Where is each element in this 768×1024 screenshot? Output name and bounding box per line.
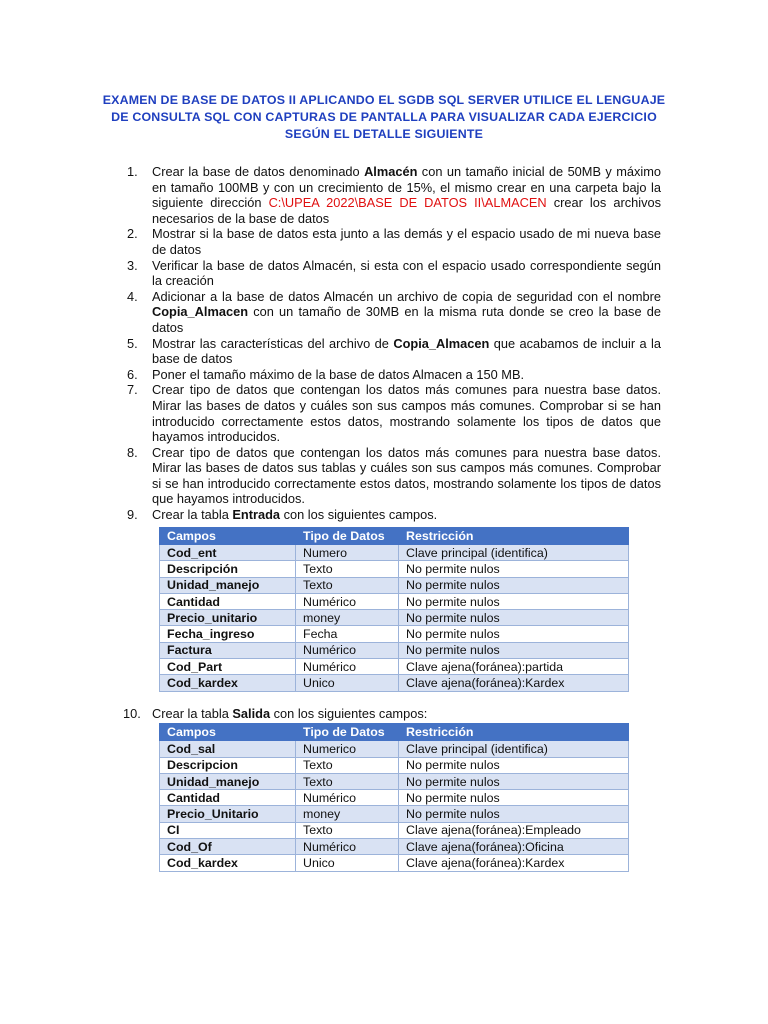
cell-campo: Descripcion [160,757,296,773]
cell-restriccion: No permite nulos [399,610,629,626]
cell-restriccion: No permite nulos [399,773,629,789]
cell-tipo: Texto [296,757,399,773]
exercise-6 [127,367,661,383]
cell-tipo: Unico [296,675,399,691]
item-text: con los siguientes campos. [280,507,438,523]
cell-tipo: Numerico [296,741,399,757]
header-campos: Campos [160,724,296,741]
cell-campo: Precio_unitario [160,610,296,626]
cell-tipo: Texto [296,577,399,593]
exercise-list [127,164,661,523]
item-bold: Copia_Almacen [393,335,490,351]
cell-campo: Cod_sal [160,741,296,757]
table-row [160,675,629,691]
exercise-1 [127,164,661,226]
table-row [160,741,629,757]
cell-restriccion: Clave ajena(foránea):Kardex [399,855,629,871]
table-header-row [160,724,629,741]
table-row [160,855,629,871]
cell-campo: Fecha_ingreso [160,626,296,642]
table-row [160,626,629,642]
item-text: Verificar la base de datos Almacén, si esta con el espacio usado correspondiente según la creación [152,257,661,289]
cell-campo: Cod_kardex [160,855,296,871]
item-number: 7. [127,382,138,398]
item-number: 4. [127,288,138,304]
table-row [160,561,629,577]
table-row [160,773,629,789]
exercise-7 [127,382,661,444]
cell-campo: Unidad_manejo [160,773,296,789]
exercise-5 [127,336,661,367]
cell-campo: Cantidad [160,790,296,806]
cell-restriccion: Clave ajena(foránea):Empleado [399,822,629,838]
cell-tipo: Numérico [296,659,399,675]
cell-tipo: Numérico [296,642,399,658]
table-row [160,642,629,658]
cell-restriccion: No permite nulos [399,806,629,822]
item-number: 9. [127,507,138,523]
item-number: 8. [127,444,138,460]
table-row [160,593,629,609]
cell-campo: CI [160,822,296,838]
item-text: Crear tipo de datos que contengan los datos más comunes para nuestra base datos. Mirar las bases de datos y cuáles son sus campos más comunes. Comprobar si se han introducido correctamente estos datos, mostrando solamente los tipos de datos que hayamos introducidos. [152,382,661,445]
item-text: Crear la tabla [152,705,233,721]
cell-campo: Cod_Part [160,659,296,675]
exam-title: EXAMEN DE BASE DE DATOS II APLICANDO EL SGDB SQL SERVER UTILICE EL LENGUAJE DE CONSULTA SQL CON CAPTURAS DE PANTALLA PARA VISUALIZAR CADA EJERCICIO SEGÚN EL DETALLE SIGUIENTE [102,93,666,141]
table-row [160,610,629,626]
cell-tipo: Unico [296,855,399,871]
item-text: que acabamos de incluir a la base de datos [152,335,661,367]
table-row [160,806,629,822]
cell-campo: Cantidad [160,593,296,609]
item-text: con un tamaño inicial de 50MB y máximo en tamaño 100MB y con un crecimiento de 15%, el mismo crear en una carpeta bajo la siguiente dirección [152,164,661,211]
item-number: 5. [127,335,138,351]
item-number: 3. [127,257,138,273]
item-text: Poner el tamaño máximo de la base de datos Almacen a 150 MB. [152,366,525,382]
salida-table [159,723,629,871]
table-row [160,757,629,773]
cell-tipo: money [296,610,399,626]
cell-restriccion: No permite nulos [399,593,629,609]
cell-restriccion: No permite nulos [399,577,629,593]
tables-area [123,525,661,872]
cell-tipo: Numérico [296,839,399,855]
exercise-9 [127,507,661,523]
cell-campo: Precio_Unitario [160,806,296,822]
item-text: Crear la base de datos denominado [152,164,365,179]
cell-tipo: Numérico [296,790,399,806]
exercise-3 [127,258,661,289]
table-row [160,790,629,806]
entrada-table [159,527,629,692]
item-number: 1. [127,164,138,179]
table-header-row [160,528,629,545]
cell-campo: Cod_ent [160,545,296,561]
cell-campo: Factura [160,642,296,658]
entrada-table-body [160,545,629,692]
table-row [160,577,629,593]
item-text: Crear tipo de datos que contengan los datos más comunes para nuestra base datos. Mirar las bases de datos sus tablas y cuáles son sus campos más comunes. Comprobar si se han introducido correctamente estos datos, mostrando solamente los tipos de datos que hayamos introducidos. [152,444,661,507]
cell-campo: Descripción [160,561,296,577]
item-bold: Entrada [232,507,281,523]
table-row [160,545,629,561]
cell-restriccion: Clave principal (identifica) [399,741,629,757]
item-number: 6. [127,366,138,382]
cell-restriccion: Clave principal (identifica) [399,545,629,561]
header-restriccion: Restricción [399,528,629,545]
item-text: Crear la tabla [152,507,233,523]
folder-path: C:\UPEA 2022\BASE DE DATOS II\ALMACEN [268,195,547,211]
item-text: con un tamaño de 30MB en la misma ruta donde se creo la base de datos [152,304,661,335]
cell-restriccion: Clave ajena(foránea):Kardex [399,675,629,691]
exercise-4 [127,289,661,336]
cell-tipo: Numero [296,545,399,561]
item-text: crear los archivos necesarios de la base de datos [152,195,661,226]
table-row [160,822,629,838]
cell-campo: Unidad_manejo [160,577,296,593]
cell-restriccion: Clave ajena(foránea):Oficina [399,839,629,855]
item-text: Mostrar las características del archivo de [152,335,394,351]
item-bold: Salida [232,705,271,721]
cell-restriccion: Clave ajena(foránea):partida [399,659,629,675]
cell-tipo: Texto [296,773,399,789]
cell-restriccion: No permite nulos [399,626,629,642]
cell-restriccion: No permite nulos [399,561,629,577]
exercise-2 [127,226,661,257]
header-restriccion: Restricción [399,724,629,741]
item-bold: Almacén [364,164,418,179]
cell-campo: Cod_kardex [160,675,296,691]
cell-restriccion: No permite nulos [399,790,629,806]
salida-table-body [160,741,629,871]
cell-tipo: money [296,806,399,822]
cell-restriccion: No permite nulos [399,642,629,658]
exercise-10 [123,705,661,722]
cell-tipo: Numérico [296,593,399,609]
item-bold: Copia_Almacen [152,304,249,320]
item-number: 10. [123,705,141,721]
cell-campo: Cod_Of [160,839,296,855]
table-row [160,839,629,855]
cell-tipo: Texto [296,561,399,577]
header-campos: Campos [160,528,296,545]
header-tipo: Tipo de Datos [296,724,399,741]
item-text: Mostrar si la base de datos esta junto a las demás y el espacio usado de mi nueva base de datos [152,226,661,257]
cell-tipo: Texto [296,822,399,838]
item-text: Adicionar a la base de datos Almacén un archivo de copia de seguridad con el nombre [152,288,661,304]
table-row [160,659,629,675]
exercise-8 [127,445,661,507]
header-tipo: Tipo de Datos [296,528,399,545]
item-number: 2. [127,226,138,242]
cell-restriccion: No permite nulos [399,757,629,773]
item-text: con los siguientes campos: [270,705,428,721]
cell-tipo: Fecha [296,626,399,642]
